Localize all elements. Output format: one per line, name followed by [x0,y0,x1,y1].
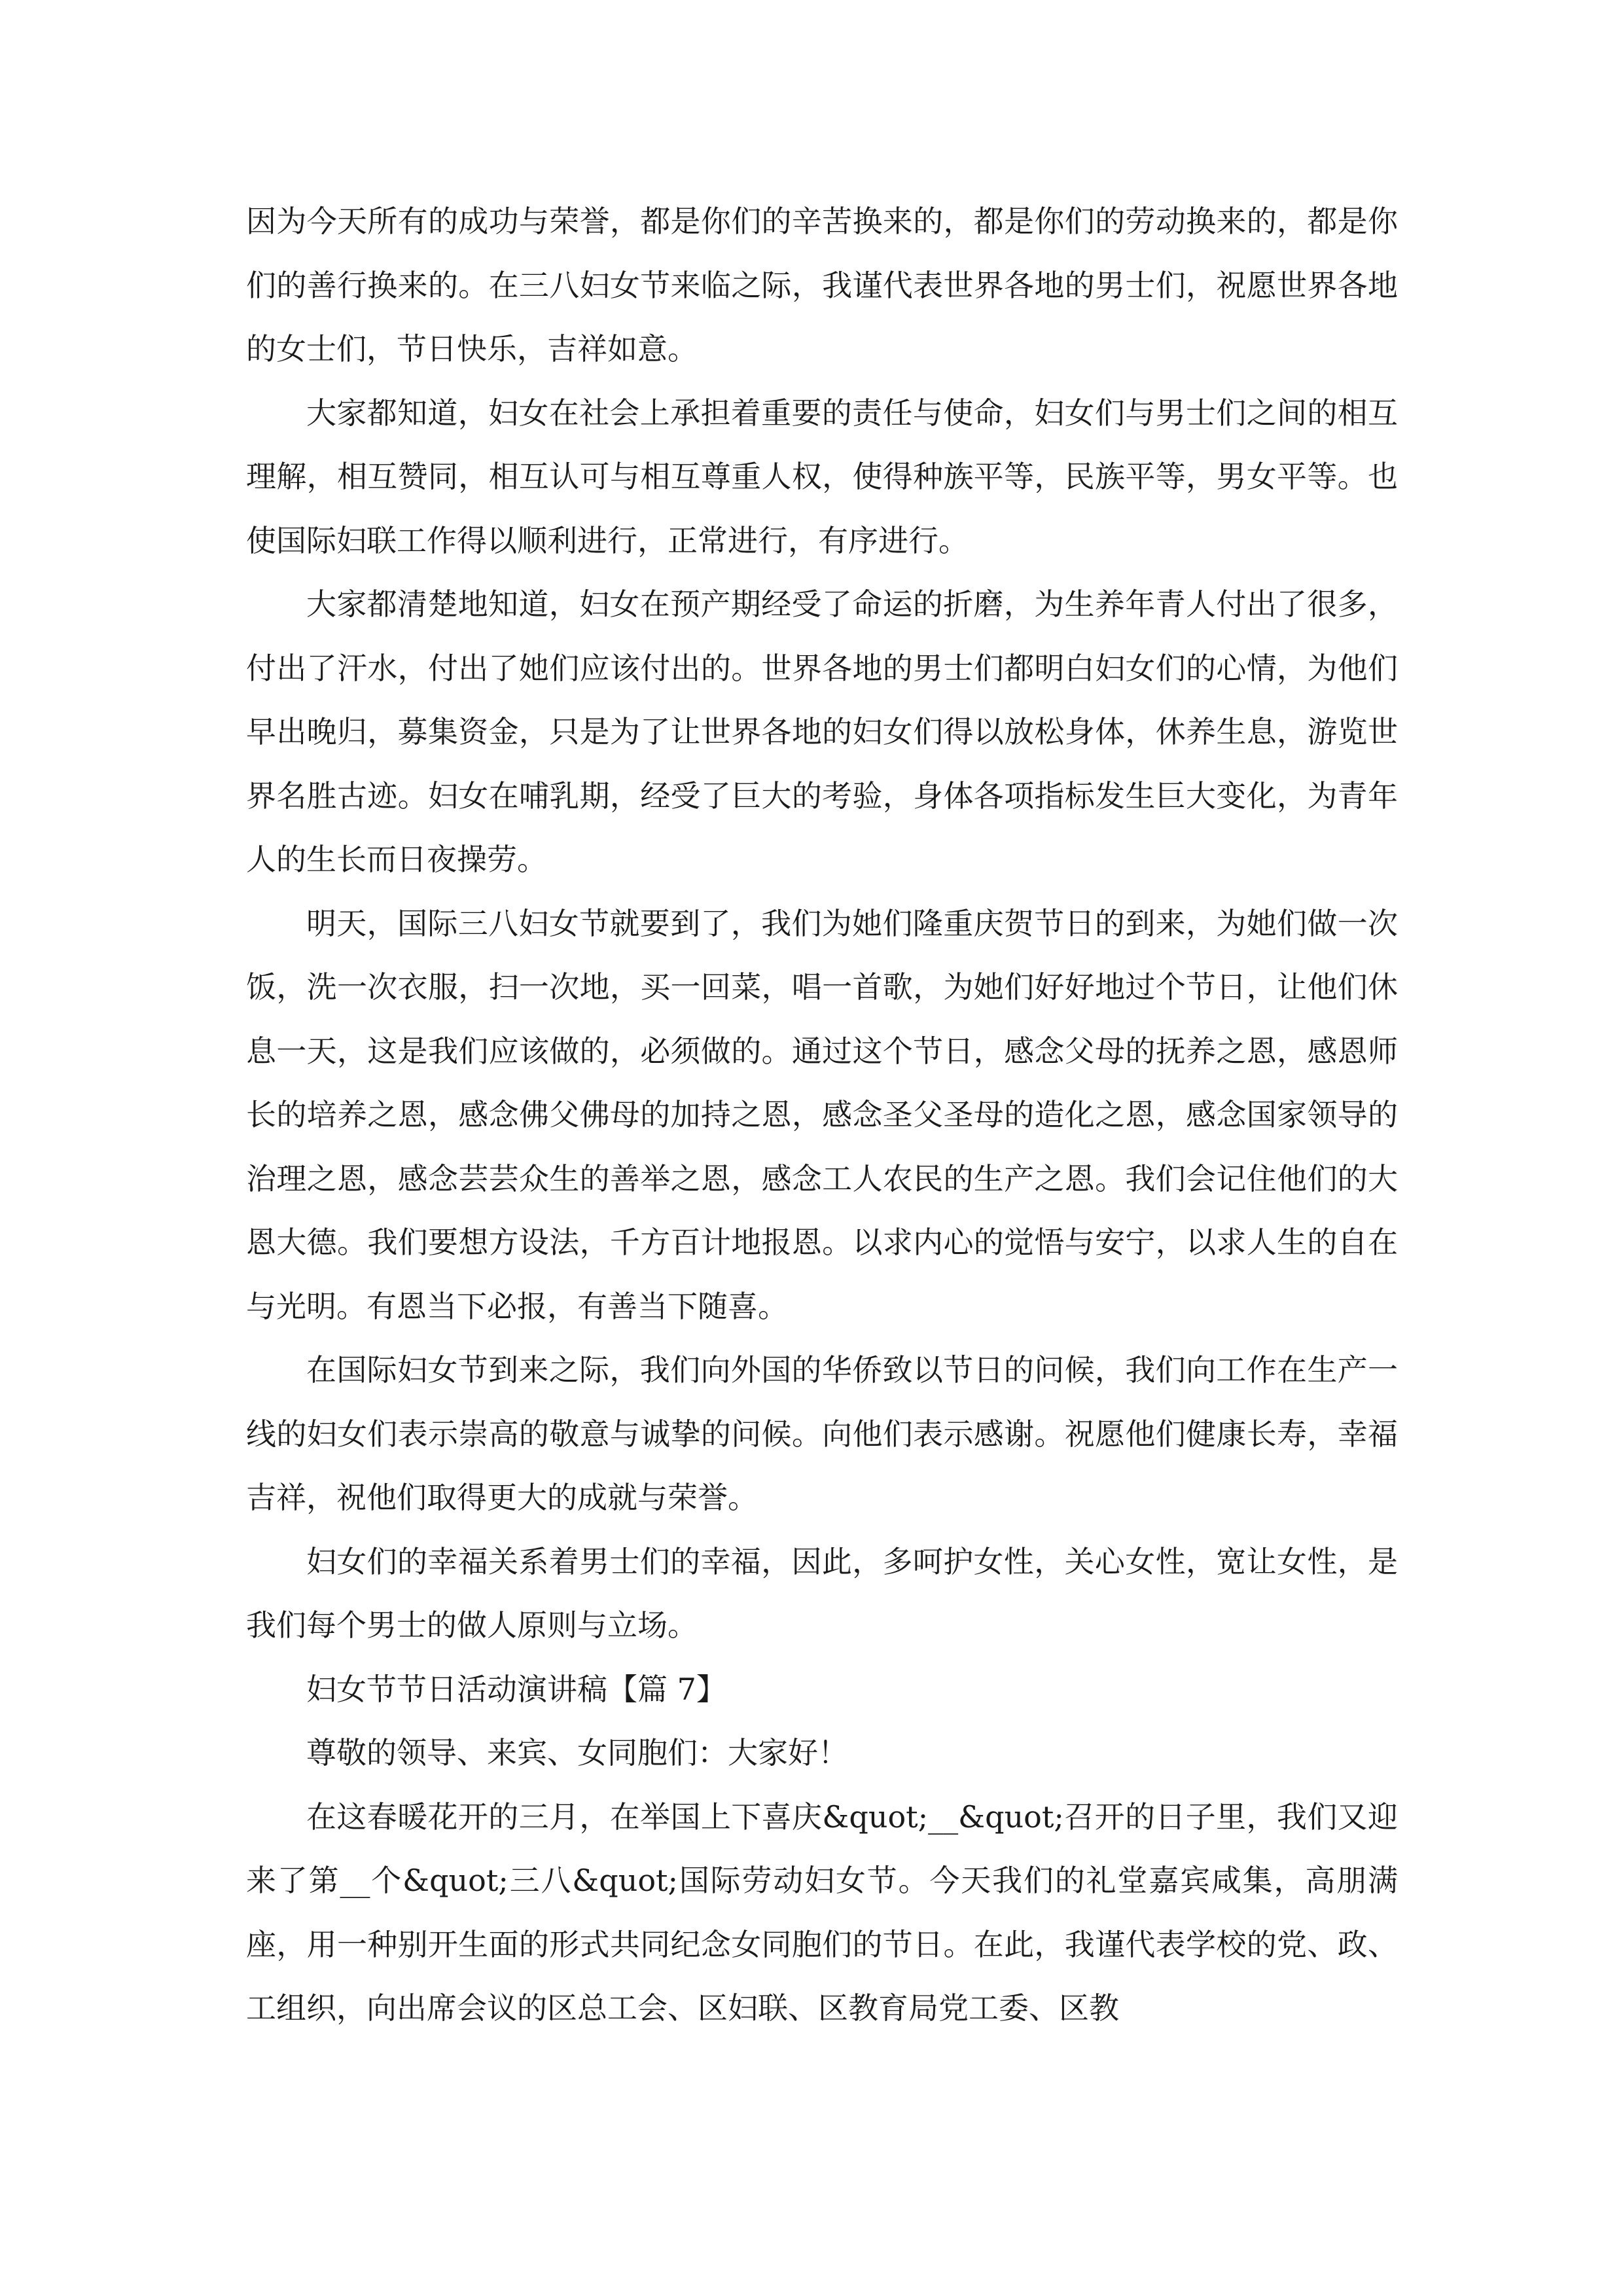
paragraph: 妇女们的幸福关系着男士们的幸福，因此，多呵护女性，关心女性，宽让女性，是我们每个男士的做人原则与立场。 [246,1543,1398,1643]
paragraph-continuation: 因为今天所有的成功与荣誉，都是你们的辛苦换来的，都是你们的劳动换来的，都是你们的善行换来的。在三八妇女节来临之际，我谨代表世界各地的男士们，祝愿世界各地的女士们，节日快乐，吉祥如意。 [246,204,1398,367]
paragraph: 明天，国际三八妇女节就要到了，我们为她们隆重庆贺节日的到来，为她们做一次饭，洗一次衣服，扫一次地，买一回菜，唱一首歌，为她们好好地过个节日，让他们休息一天，这是我们应该做的，必须做的。通过这个节日，感念父母的抚养之恩，感恩师长的培养之恩，感念佛父佛母的加持之恩，感念圣父圣母的造化之恩，感念国家领导的治理之恩，感念芸芸众生的善举之恩，感念工人农民的生产之恩。我们会记住他们的大恩大德。我们要想方设法，千方百计地报恩。以求内心的觉悟与安宁，以求人生的自在与光明。有恩当下必报，有善当下随喜。 [246,905,1398,1324]
paragraph: 在国际妇女节到来之际，我们向外国的华侨致以节日的问候，我们向工作在生产一线的妇女们表示崇高的敬意与诚挚的问候。向他们表示感谢。祝愿他们健康长寿，幸福吉祥，祝他们取得更大的成就与荣誉。 [246,1352,1398,1515]
document-body [246,190,1398,2041]
paragraph: 大家都清楚地知道，妇女在预产期经受了命运的折磨，为生养年青人付出了很多，付出了汗水，付出了她们应该付出的。世界各地的男士们都明白妇女们的心情，为他们早出晚归，募集资金，只是为了让世界各地的妇女们得以放松身体，休养生息，游览世界名胜古迹。妇女在哺乳期，经受了巨大的考验，身体各项指标发生巨大变化，为青年人的生长而日夜操劳。 [246,586,1398,877]
paragraph: 大家都知道，妇女在社会上承担着重要的责任与使命，妇女们与男士们之间的相互理解，相互赞同，相互认可与相互尊重人权，使得种族平等，民族平等，男女平等。也使国际妇联工作得以顺利进行，正常进行，有序进行。 [246,395,1398,558]
salutation: 尊敬的领导、来宾、女同胞们：大家好！ [306,1735,848,1770]
paragraph: 在这春暖花开的三月，在举国上下喜庆&quot;__&quot;召开的日子里，我们又迎来了第__个&quot;三八&quot;国际劳动妇女节。今天我们的礼堂嘉宾咸集，高朋满座，用一种别开生面的形式共同纪念女同胞们的节日。在此，我谨代表学校的党、政、工组织，向出席会议的区总工会、区妇联、区教育局党工委、区教 [246,1799,1398,2026]
section-heading: 妇女节节日活动演讲稿【篇 7】 [306,1671,726,1707]
